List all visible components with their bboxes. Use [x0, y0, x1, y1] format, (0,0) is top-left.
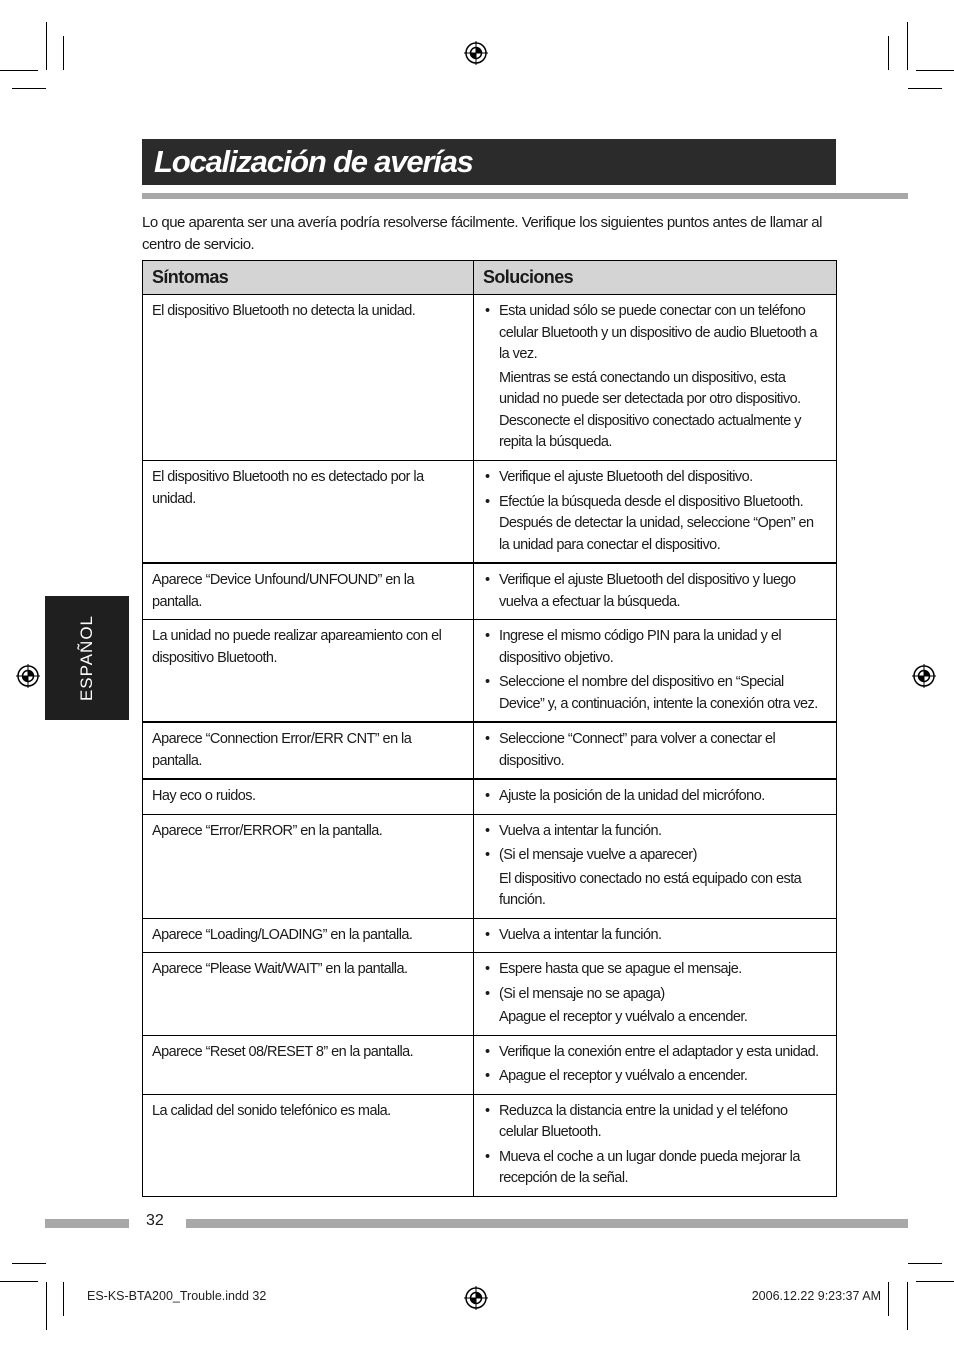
table-row [143, 620, 837, 723]
symptom-cell: La unidad no puede realizar apareamiento con el dispositivo Bluetooth. [143, 620, 474, 723]
table-row [143, 722, 837, 779]
solution-text: Vuelva a intentar la función. [499, 822, 662, 839]
slug-filename: ES-KS-BTA200_Trouble.indd 32 [87, 1289, 267, 1303]
solution-list [483, 786, 827, 808]
solution-text: (Si el mensaje no se apaga) [499, 985, 665, 1002]
solution-item [483, 786, 827, 808]
solution-cell [474, 620, 837, 723]
solution-text: Verifique el ajuste Bluetooth del dispositivo. [499, 469, 753, 485]
solution-note: Apague el receptor y vuélvalo a encender. [499, 1009, 748, 1025]
solution-item [483, 1042, 827, 1064]
solution-list [483, 959, 827, 1029]
solution-item [483, 1101, 827, 1144]
troubleshooting-table [142, 260, 837, 1197]
solution-item [483, 821, 827, 843]
solution-cell [474, 563, 837, 620]
solution-text: Vuelva a intentar la función. [499, 926, 662, 943]
header-symptoms: Síntomas [143, 261, 474, 295]
solution-cell [474, 1035, 837, 1094]
language-tab-label: ESPAÑOL [77, 614, 96, 702]
solution-text: Espere hasta que se apague el mensaje. [499, 961, 742, 977]
solution-list [483, 729, 827, 772]
symptom-cell: La calidad del sonido telefónico es mala. [143, 1094, 474, 1196]
page-number: 32 [146, 1212, 164, 1229]
solution-list [483, 467, 827, 556]
symptom-cell: El dispositivo Bluetooth no detecta la unidad. [143, 295, 474, 461]
registration-mark-left [16, 664, 40, 688]
footer-bar-right [186, 1219, 908, 1228]
solution-text: Esta unidad sólo se puede conectar con un teléfono celular Bluetooth y un dispositivo de audio Bluetooth a la vez. [499, 303, 817, 362]
solution-list [483, 301, 827, 454]
solution-note: El dispositivo conectado no está equipado con esta función. [499, 870, 802, 908]
table-row [143, 563, 837, 620]
solution-cell [474, 461, 837, 564]
symptom-cell: El dispositivo Bluetooth no es detectado por la unidad. [143, 461, 474, 564]
solution-cell [474, 779, 837, 814]
solution-item [483, 984, 827, 1029]
table-row [143, 1035, 837, 1094]
symptom-cell: Aparece “Device Unfound/UNFOUND” en la pantalla. [143, 563, 474, 620]
table-row [143, 779, 837, 814]
solution-list [483, 570, 827, 613]
table-row [143, 953, 837, 1036]
slug-timestamp: 2006.12.22 9:23:37 AM [751, 1289, 881, 1303]
solution-text: Verifique la conexión entre el adaptador y esta unidad. [499, 1043, 819, 1060]
solution-text: Reduzca la distancia entre la unidad y el teléfono celular Bluetooth. [499, 1102, 788, 1140]
solution-list [483, 626, 827, 715]
table-row [143, 814, 837, 918]
solution-list [483, 1042, 827, 1088]
solution-item [483, 492, 827, 557]
symptom-cell: Aparece “Please Wait/WAIT” en la pantalla. [143, 953, 474, 1036]
page-title: Localización de averías [142, 139, 836, 185]
table-row [143, 461, 837, 564]
solution-list [483, 821, 827, 912]
intro-paragraph: Lo que aparenta ser una avería podría resolverse fácilmente. Verifique los siguientes puntos antes de llamar al centro de servicio. [142, 214, 822, 253]
solution-item [483, 925, 827, 947]
solution-text: Ingrese el mismo código PIN para la unidad y el dispositivo objetivo. [499, 628, 782, 666]
table-body [143, 295, 837, 1197]
footer-bar-left [45, 1219, 129, 1228]
language-tab [45, 596, 129, 720]
solution-text: Verifique el ajuste Bluetooth del dispositivo y luego vuelva a efectuar la búsqueda. [499, 572, 796, 610]
solution-item [483, 1147, 827, 1190]
title-rule [142, 193, 908, 199]
solution-text: Seleccione “Connect” para volver a conectar el dispositivo. [499, 731, 776, 769]
solution-cell [474, 814, 837, 918]
solution-list [483, 1101, 827, 1190]
solution-cell [474, 722, 837, 779]
registration-mark-top [464, 41, 488, 65]
solution-item [483, 467, 827, 489]
solution-item [483, 672, 827, 715]
solution-text: Ajuste la posición de la unidad del micrófono. [499, 788, 765, 804]
table-row [143, 1094, 837, 1196]
header-solutions: Soluciones [474, 261, 837, 295]
solution-cell [474, 295, 837, 461]
solution-cell [474, 953, 837, 1036]
solution-item [483, 845, 827, 912]
solution-item [483, 1066, 827, 1088]
solution-text: Seleccione el nombre del dispositivo en “Special Device” y, a continuación, intente la conexión otra vez. [499, 674, 818, 712]
symptom-cell: Aparece “Reset 08/RESET 8” en la pantalla. [143, 1035, 474, 1094]
symptom-cell: Aparece “Loading/LOADING” en la pantalla. [143, 918, 474, 953]
solution-item [483, 570, 827, 613]
solution-item [483, 301, 827, 454]
solution-item [483, 729, 827, 772]
symptom-cell: Hay eco o ruidos. [143, 779, 474, 814]
symptom-cell: Aparece “Connection Error/ERR CNT” en la pantalla. [143, 722, 474, 779]
solution-text: Efectúe la búsqueda desde el dispositivo Bluetooth. Después de detectar la unidad, seleccione “Open” en la unidad para conectar el dispositivo. [499, 493, 814, 553]
symptom-cell: Aparece “Error/ERROR” en la pantalla. [143, 814, 474, 918]
solution-item [483, 626, 827, 669]
table-header-row [143, 261, 837, 295]
solution-cell [474, 1094, 837, 1196]
solution-item [483, 959, 827, 981]
solution-list [483, 925, 827, 947]
registration-mark-right [912, 664, 936, 688]
table-row [143, 295, 837, 461]
table-row [143, 918, 837, 953]
solution-cell [474, 918, 837, 953]
solution-text: Apague el receptor y vuélvalo a encender. [499, 1068, 748, 1084]
solution-text: Mueva el coche a un lugar donde pueda mejorar la recepción de la señal. [499, 1148, 800, 1186]
solution-note: Mientras se está conectando un dispositivo, esta unidad no puede ser detectada por otro dispositivo. Desconecte el dispositivo conectado actualmente y repita la búsqueda. [499, 369, 801, 450]
registration-mark-bottom [464, 1286, 488, 1310]
solution-text: (Si el mensaje vuelve a aparecer) [499, 847, 697, 863]
